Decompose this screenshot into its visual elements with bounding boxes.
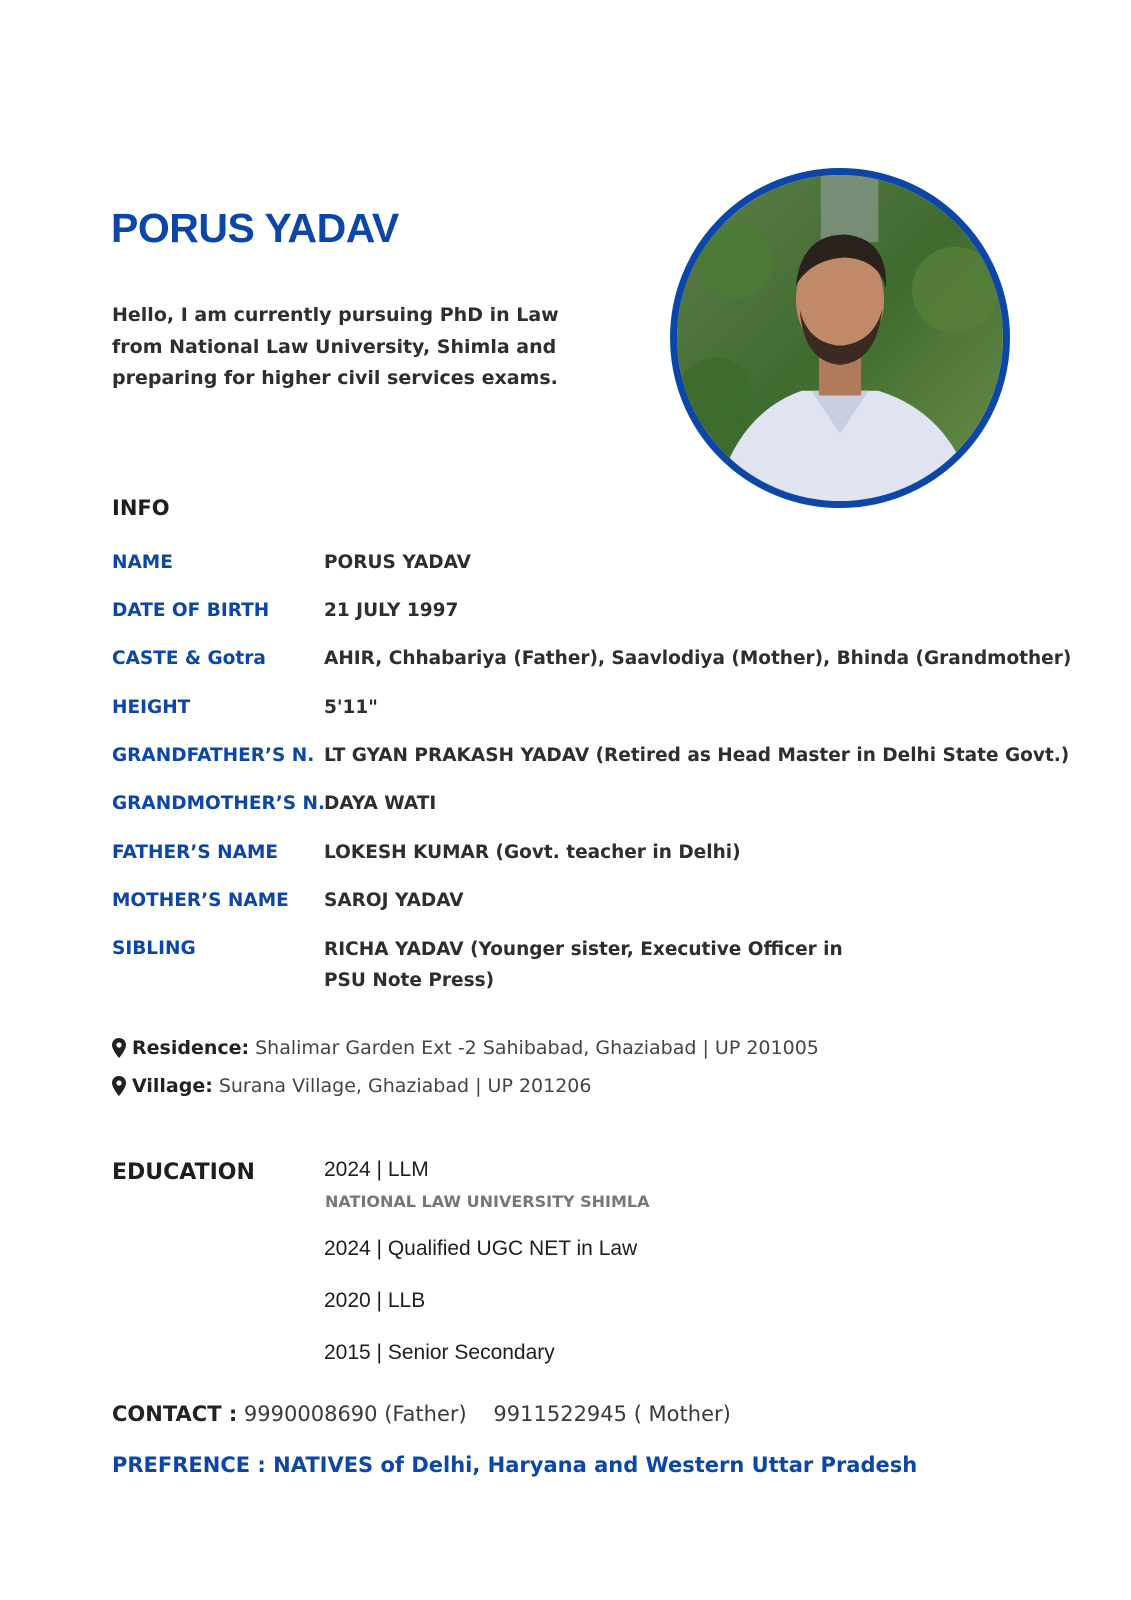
- portrait-image: [677, 175, 1003, 501]
- village-line: [112, 1075, 591, 1097]
- education-heading: EDUCATION: [112, 1160, 255, 1185]
- info-label-dob: DATE OF BIRTH: [112, 600, 270, 621]
- intro-text: Hello, I am currently pursuing PhD in Law from National Law University, Shimla and preparing for higher civil services exams.: [112, 304, 559, 389]
- info-label-caste: CASTE & Gotra: [112, 648, 266, 669]
- info-label-name: NAME: [112, 552, 173, 573]
- info-label-grandfather: GRANDFATHER’S N.: [112, 745, 315, 766]
- info-label-father: FATHER’S NAME: [112, 842, 279, 863]
- contact-label: CONTACT :: [112, 1402, 238, 1426]
- contact-line: [112, 1402, 731, 1426]
- profile-name: PORUS YADAV: [111, 205, 399, 251]
- education-item-senior-secondary: 2015 | Senior Secondary: [324, 1341, 555, 1364]
- info-value-grandfather: LT GYAN PRAKASH YADAV (Retired as Head Master in Delhi State Govt.): [324, 745, 1070, 766]
- info-value-dob: 21 JULY 1997: [324, 600, 459, 621]
- contact-father: 9990008690 (Father): [243, 1402, 467, 1426]
- map-pin-icon: [112, 1076, 126, 1096]
- info-value-mother: SAROJ YADAV: [324, 890, 464, 911]
- education-item-ugc-net: 2024 | Qualified UGC NET in Law: [324, 1237, 638, 1260]
- residence-value: Shalimar Garden Ext -2 Sahibabad, Ghaziabad | UP 201005: [255, 1037, 819, 1059]
- education-item-llb: 2020 | LLB: [324, 1289, 426, 1312]
- info-label-mother: MOTHER’S NAME: [112, 890, 289, 911]
- info-heading: INFO: [112, 496, 170, 520]
- village-value: Surana Village, Ghaziabad | UP 201206: [218, 1075, 592, 1097]
- contact-mother: 9911522945 ( Mother): [493, 1402, 731, 1426]
- profile-photo: [670, 168, 1010, 508]
- village-label: Village:: [132, 1075, 213, 1097]
- info-label-sibling: SIBLING: [112, 938, 196, 959]
- info-value-father: LOKESH KUMAR (Govt. teacher in Delhi): [324, 842, 741, 863]
- info-label-height: HEIGHT: [112, 697, 191, 718]
- info-value-height: 5'11": [324, 697, 378, 718]
- residence-label: Residence:: [132, 1037, 250, 1059]
- education-item-llm: 2024 | LLM: [324, 1158, 429, 1181]
- info-label-grandmother: GRANDMOTHER’S N.: [112, 793, 326, 814]
- map-pin-icon: [112, 1038, 126, 1058]
- residence-line: [112, 1037, 819, 1059]
- info-value-sibling: RICHA YADAV (Younger sister, Executive Officer in PSU Note Press): [324, 939, 843, 991]
- info-value-name: PORUS YADAV: [324, 552, 471, 573]
- info-value-caste: AHIR, Chhabariya (Father), Saavlodiya (Mother), Bhinda (Grandmother): [324, 648, 1072, 669]
- info-value-grandmother: DAYA WATI: [324, 793, 437, 814]
- education-item-llm-institution: NATIONAL LAW UNIVERSITY SHIMLA: [325, 1192, 650, 1211]
- preference-line: PREFRENCE : NATIVES of Delhi, Haryana and Western Uttar Pradesh: [112, 1453, 918, 1477]
